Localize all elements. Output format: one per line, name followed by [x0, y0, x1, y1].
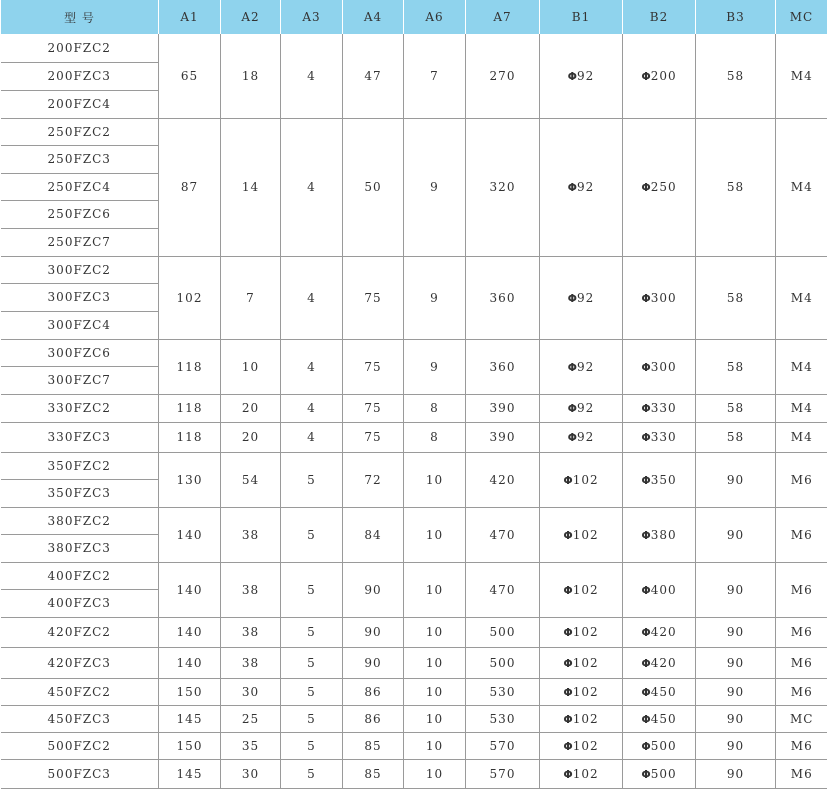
diameter-symbol: Φ — [641, 292, 650, 305]
cell-b3: 58 — [696, 339, 776, 394]
cell-mc: M4 — [776, 256, 827, 339]
cell-b1 — [540, 339, 623, 394]
cell-b3: 58 — [696, 394, 776, 422]
model-cell: 500FZC2 — [1, 732, 159, 759]
cell-a2: 38 — [221, 647, 281, 678]
cell-a1: 150 — [159, 732, 221, 759]
cell-a7: 500 — [466, 647, 540, 678]
cell-a7: 420 — [466, 452, 540, 507]
header-a7: A7 — [466, 0, 540, 34]
header-a3: A3 — [281, 0, 343, 34]
cell-a7: 360 — [466, 256, 540, 339]
table-row — [1, 422, 827, 452]
diameter-value: 380 — [651, 528, 677, 542]
table-row — [1, 617, 827, 647]
diameter-symbol: Φ — [641, 70, 650, 83]
cell-b1 — [540, 759, 623, 788]
table-row — [1, 256, 827, 283]
cell-b3: 90 — [696, 678, 776, 705]
model-cell: 200FZC3 — [1, 62, 159, 90]
cell-a4: 86 — [343, 705, 404, 732]
cell-a1: 150 — [159, 678, 221, 705]
cell-a6: 10 — [404, 647, 466, 678]
diameter-value: 300 — [651, 360, 677, 374]
cell-b3: 90 — [696, 452, 776, 507]
model-cell: 300FZC4 — [1, 311, 159, 339]
table-row — [1, 507, 827, 534]
cell-a7: 570 — [466, 732, 540, 759]
cell-a7: 470 — [466, 507, 540, 562]
model-cell: 250FZC4 — [1, 173, 159, 200]
table-row — [1, 705, 827, 732]
diameter-value: 92 — [577, 430, 594, 444]
diameter-value: 102 — [573, 656, 599, 670]
diameter-value: 500 — [651, 739, 677, 753]
cell-b1 — [540, 256, 623, 339]
cell-b2 — [623, 256, 696, 339]
cell-a2: 30 — [221, 678, 281, 705]
cell-a2: 30 — [221, 759, 281, 788]
header-row — [1, 0, 827, 34]
diameter-symbol: Φ — [568, 402, 577, 415]
cell-a7: 320 — [466, 118, 540, 256]
diameter-value: 102 — [573, 583, 599, 597]
cell-a4: 84 — [343, 507, 404, 562]
cell-b3: 90 — [696, 507, 776, 562]
cell-a7: 500 — [466, 617, 540, 647]
cell-a2: 20 — [221, 394, 281, 422]
diameter-symbol: Φ — [641, 657, 650, 670]
cell-a4: 85 — [343, 732, 404, 759]
cell-a4: 75 — [343, 256, 404, 339]
cell-a2: 35 — [221, 732, 281, 759]
cell-a7: 530 — [466, 705, 540, 732]
cell-mc: M6 — [776, 507, 827, 562]
cell-b1 — [540, 705, 623, 732]
cell-b2 — [623, 422, 696, 452]
header-a1: A1 — [159, 0, 221, 34]
cell-a3: 5 — [281, 705, 343, 732]
diameter-symbol: Φ — [563, 657, 572, 670]
cell-a1: 140 — [159, 507, 221, 562]
cell-a1: 140 — [159, 617, 221, 647]
cell-a6: 10 — [404, 705, 466, 732]
cell-a4: 90 — [343, 647, 404, 678]
cell-a3: 5 — [281, 617, 343, 647]
cell-a6: 10 — [404, 507, 466, 562]
cell-b3: 90 — [696, 647, 776, 678]
cell-b2 — [623, 34, 696, 118]
cell-a6: 9 — [404, 256, 466, 339]
cell-b3: 90 — [696, 562, 776, 617]
diameter-symbol: Φ — [641, 584, 650, 597]
cell-b1 — [540, 394, 623, 422]
model-cell: 200FZC4 — [1, 90, 159, 118]
cell-a7: 390 — [466, 422, 540, 452]
cell-b3: 58 — [696, 422, 776, 452]
diameter-symbol: Φ — [641, 474, 650, 487]
cell-a3: 4 — [281, 118, 343, 256]
cell-a3: 5 — [281, 759, 343, 788]
diameter-symbol: Φ — [641, 529, 650, 542]
cell-a2: 54 — [221, 452, 281, 507]
cell-a3: 4 — [281, 34, 343, 118]
diameter-symbol: Φ — [563, 626, 572, 639]
table-row — [1, 394, 827, 422]
cell-a6: 9 — [404, 118, 466, 256]
diameter-symbol: Φ — [563, 686, 572, 699]
cell-b1 — [540, 647, 623, 678]
diameter-value: 450 — [651, 685, 677, 699]
cell-a6: 10 — [404, 759, 466, 788]
cell-mc: M4 — [776, 118, 827, 256]
cell-mc: M4 — [776, 394, 827, 422]
cell-a7: 390 — [466, 394, 540, 422]
cell-a6: 8 — [404, 422, 466, 452]
table-row — [1, 562, 827, 589]
table-row — [1, 452, 827, 479]
cell-b2 — [623, 339, 696, 394]
model-cell: 350FZC3 — [1, 479, 159, 507]
header-b2: B2 — [623, 0, 696, 34]
cell-mc: M6 — [776, 617, 827, 647]
cell-a1: 65 — [159, 34, 221, 118]
model-cell: 400FZC2 — [1, 562, 159, 589]
diameter-value: 420 — [651, 656, 677, 670]
model-cell: 300FZC2 — [1, 256, 159, 283]
cell-b1 — [540, 678, 623, 705]
table-row — [1, 647, 827, 678]
table-row — [1, 34, 827, 62]
cell-a7: 360 — [466, 339, 540, 394]
diameter-symbol: Φ — [641, 740, 650, 753]
table-row — [1, 118, 827, 145]
diameter-symbol: Φ — [641, 181, 650, 194]
cell-b3: 90 — [696, 705, 776, 732]
model-cell: 250FZC6 — [1, 200, 159, 228]
cell-b2 — [623, 394, 696, 422]
diameter-value: 102 — [573, 767, 599, 781]
diameter-value: 92 — [577, 360, 594, 374]
cell-a4: 90 — [343, 617, 404, 647]
model-cell: 300FZC3 — [1, 283, 159, 311]
cell-mc: M6 — [776, 678, 827, 705]
cell-mc: MC — [776, 705, 827, 732]
diameter-symbol: Φ — [563, 740, 572, 753]
cell-a4: 75 — [343, 394, 404, 422]
cell-a3: 4 — [281, 394, 343, 422]
cell-a6: 10 — [404, 732, 466, 759]
cell-a1: 145 — [159, 759, 221, 788]
cell-a1: 102 — [159, 256, 221, 339]
cell-a6: 7 — [404, 34, 466, 118]
cell-b3: 58 — [696, 34, 776, 118]
cell-b2 — [623, 452, 696, 507]
diameter-value: 420 — [651, 625, 677, 639]
diameter-symbol: Φ — [568, 361, 577, 374]
diameter-value: 300 — [651, 291, 677, 305]
cell-a3: 4 — [281, 256, 343, 339]
table-row — [1, 759, 827, 788]
diameter-symbol: Φ — [641, 431, 650, 444]
model-cell: 450FZC2 — [1, 678, 159, 705]
cell-b1 — [540, 118, 623, 256]
diameter-symbol: Φ — [563, 584, 572, 597]
diameter-symbol: Φ — [568, 431, 577, 444]
model-cell: 300FZC7 — [1, 366, 159, 394]
model-cell: 330FZC2 — [1, 394, 159, 422]
cell-mc: M6 — [776, 732, 827, 759]
model-cell: 450FZC3 — [1, 705, 159, 732]
diameter-value: 330 — [651, 401, 677, 415]
model-cell: 300FZC6 — [1, 339, 159, 366]
header-a4: A4 — [343, 0, 404, 34]
cell-a3: 5 — [281, 562, 343, 617]
cell-a3: 4 — [281, 339, 343, 394]
model-cell: 420FZC3 — [1, 647, 159, 678]
model-cell: 400FZC3 — [1, 589, 159, 617]
cell-a7: 530 — [466, 678, 540, 705]
diameter-value: 92 — [577, 180, 594, 194]
model-cell: 420FZC2 — [1, 617, 159, 647]
model-cell: 250FZC7 — [1, 228, 159, 256]
header-model: 型 号 — [1, 0, 159, 34]
cell-a3: 4 — [281, 422, 343, 452]
diameter-symbol: Φ — [568, 181, 577, 194]
header-mc: MC — [776, 0, 827, 34]
cell-mc: M6 — [776, 562, 827, 617]
cell-a6: 10 — [404, 452, 466, 507]
diameter-value: 350 — [651, 473, 677, 487]
table-body — [1, 34, 827, 788]
cell-a6: 10 — [404, 617, 466, 647]
cell-a3: 5 — [281, 452, 343, 507]
cell-a1: 118 — [159, 339, 221, 394]
diameter-symbol: Φ — [568, 292, 577, 305]
table-row — [1, 339, 827, 366]
diameter-value: 250 — [651, 180, 677, 194]
model-cell: 200FZC2 — [1, 34, 159, 62]
model-cell: 500FZC3 — [1, 759, 159, 788]
diameter-value: 92 — [577, 401, 594, 415]
cell-a4: 85 — [343, 759, 404, 788]
diameter-value: 200 — [651, 69, 677, 83]
header-b1: B1 — [540, 0, 623, 34]
diameter-symbol: Φ — [641, 361, 650, 374]
diameter-symbol: Φ — [641, 713, 650, 726]
model-cell: 380FZC3 — [1, 534, 159, 562]
cell-b2 — [623, 118, 696, 256]
header-a2: A2 — [221, 0, 281, 34]
cell-b1 — [540, 562, 623, 617]
cell-a6: 10 — [404, 678, 466, 705]
cell-a1: 118 — [159, 422, 221, 452]
cell-b1 — [540, 617, 623, 647]
diameter-value: 102 — [573, 685, 599, 699]
diameter-symbol: Φ — [563, 474, 572, 487]
cell-a4: 75 — [343, 339, 404, 394]
cell-a4: 90 — [343, 562, 404, 617]
diameter-value: 92 — [577, 69, 594, 83]
cell-b3: 90 — [696, 617, 776, 647]
cell-a1: 130 — [159, 452, 221, 507]
diameter-value: 102 — [573, 625, 599, 639]
cell-a2: 10 — [221, 339, 281, 394]
cell-a4: 47 — [343, 34, 404, 118]
cell-b2 — [623, 617, 696, 647]
diameter-symbol: Φ — [563, 768, 572, 781]
cell-a2: 7 — [221, 256, 281, 339]
diameter-value: 102 — [573, 528, 599, 542]
cell-b1 — [540, 732, 623, 759]
cell-b2 — [623, 759, 696, 788]
diameter-symbol: Φ — [641, 626, 650, 639]
cell-a1: 145 — [159, 705, 221, 732]
cell-mc: M4 — [776, 422, 827, 452]
table-row — [1, 732, 827, 759]
diameter-value: 450 — [651, 712, 677, 726]
cell-a1: 140 — [159, 647, 221, 678]
cell-a2: 25 — [221, 705, 281, 732]
cell-a4: 75 — [343, 422, 404, 452]
cell-a4: 72 — [343, 452, 404, 507]
cell-a7: 470 — [466, 562, 540, 617]
cell-b3: 58 — [696, 256, 776, 339]
diameter-symbol: Φ — [563, 529, 572, 542]
model-cell: 250FZC3 — [1, 145, 159, 173]
diameter-value: 500 — [651, 767, 677, 781]
cell-b3: 90 — [696, 732, 776, 759]
cell-mc: M4 — [776, 339, 827, 394]
diameter-value: 102 — [573, 473, 599, 487]
cell-b2 — [623, 647, 696, 678]
cell-a3: 5 — [281, 732, 343, 759]
diameter-value: 102 — [573, 739, 599, 753]
header-b3: B3 — [696, 0, 776, 34]
diameter-value: 102 — [573, 712, 599, 726]
table-row — [1, 678, 827, 705]
diameter-value: 400 — [651, 583, 677, 597]
diameter-symbol: Φ — [641, 686, 650, 699]
cell-a7: 570 — [466, 759, 540, 788]
cell-mc: M6 — [776, 647, 827, 678]
cell-a2: 18 — [221, 34, 281, 118]
cell-b2 — [623, 507, 696, 562]
cell-a4: 50 — [343, 118, 404, 256]
cell-a3: 5 — [281, 507, 343, 562]
diameter-value: 330 — [651, 430, 677, 444]
model-cell: 250FZC2 — [1, 118, 159, 145]
cell-a1: 118 — [159, 394, 221, 422]
model-cell: 380FZC2 — [1, 507, 159, 534]
cell-b2 — [623, 732, 696, 759]
cell-a3: 5 — [281, 647, 343, 678]
cell-a3: 5 — [281, 678, 343, 705]
cell-a6: 9 — [404, 339, 466, 394]
cell-a2: 20 — [221, 422, 281, 452]
cell-b1 — [540, 422, 623, 452]
cell-mc: M6 — [776, 759, 827, 788]
cell-mc: M4 — [776, 34, 827, 118]
cell-a7: 270 — [466, 34, 540, 118]
cell-b1 — [540, 452, 623, 507]
model-cell: 330FZC3 — [1, 422, 159, 452]
cell-b3: 90 — [696, 759, 776, 788]
cell-b3: 58 — [696, 118, 776, 256]
cell-mc: M6 — [776, 452, 827, 507]
header-a6: A6 — [404, 0, 466, 34]
cell-a1: 140 — [159, 562, 221, 617]
model-cell: 350FZC2 — [1, 452, 159, 479]
cell-a2: 14 — [221, 118, 281, 256]
cell-a2: 38 — [221, 617, 281, 647]
diameter-symbol: Φ — [641, 768, 650, 781]
cell-a6: 10 — [404, 562, 466, 617]
diameter-symbol: Φ — [641, 402, 650, 415]
diameter-symbol: Φ — [563, 713, 572, 726]
cell-a4: 86 — [343, 678, 404, 705]
cell-a2: 38 — [221, 562, 281, 617]
cell-b2 — [623, 562, 696, 617]
cell-b1 — [540, 507, 623, 562]
cell-a1: 87 — [159, 118, 221, 256]
cell-a2: 38 — [221, 507, 281, 562]
cell-b1 — [540, 34, 623, 118]
cell-b2 — [623, 705, 696, 732]
diameter-symbol: Φ — [568, 70, 577, 83]
cell-a6: 8 — [404, 394, 466, 422]
diameter-value: 92 — [577, 291, 594, 305]
cell-b2 — [623, 678, 696, 705]
